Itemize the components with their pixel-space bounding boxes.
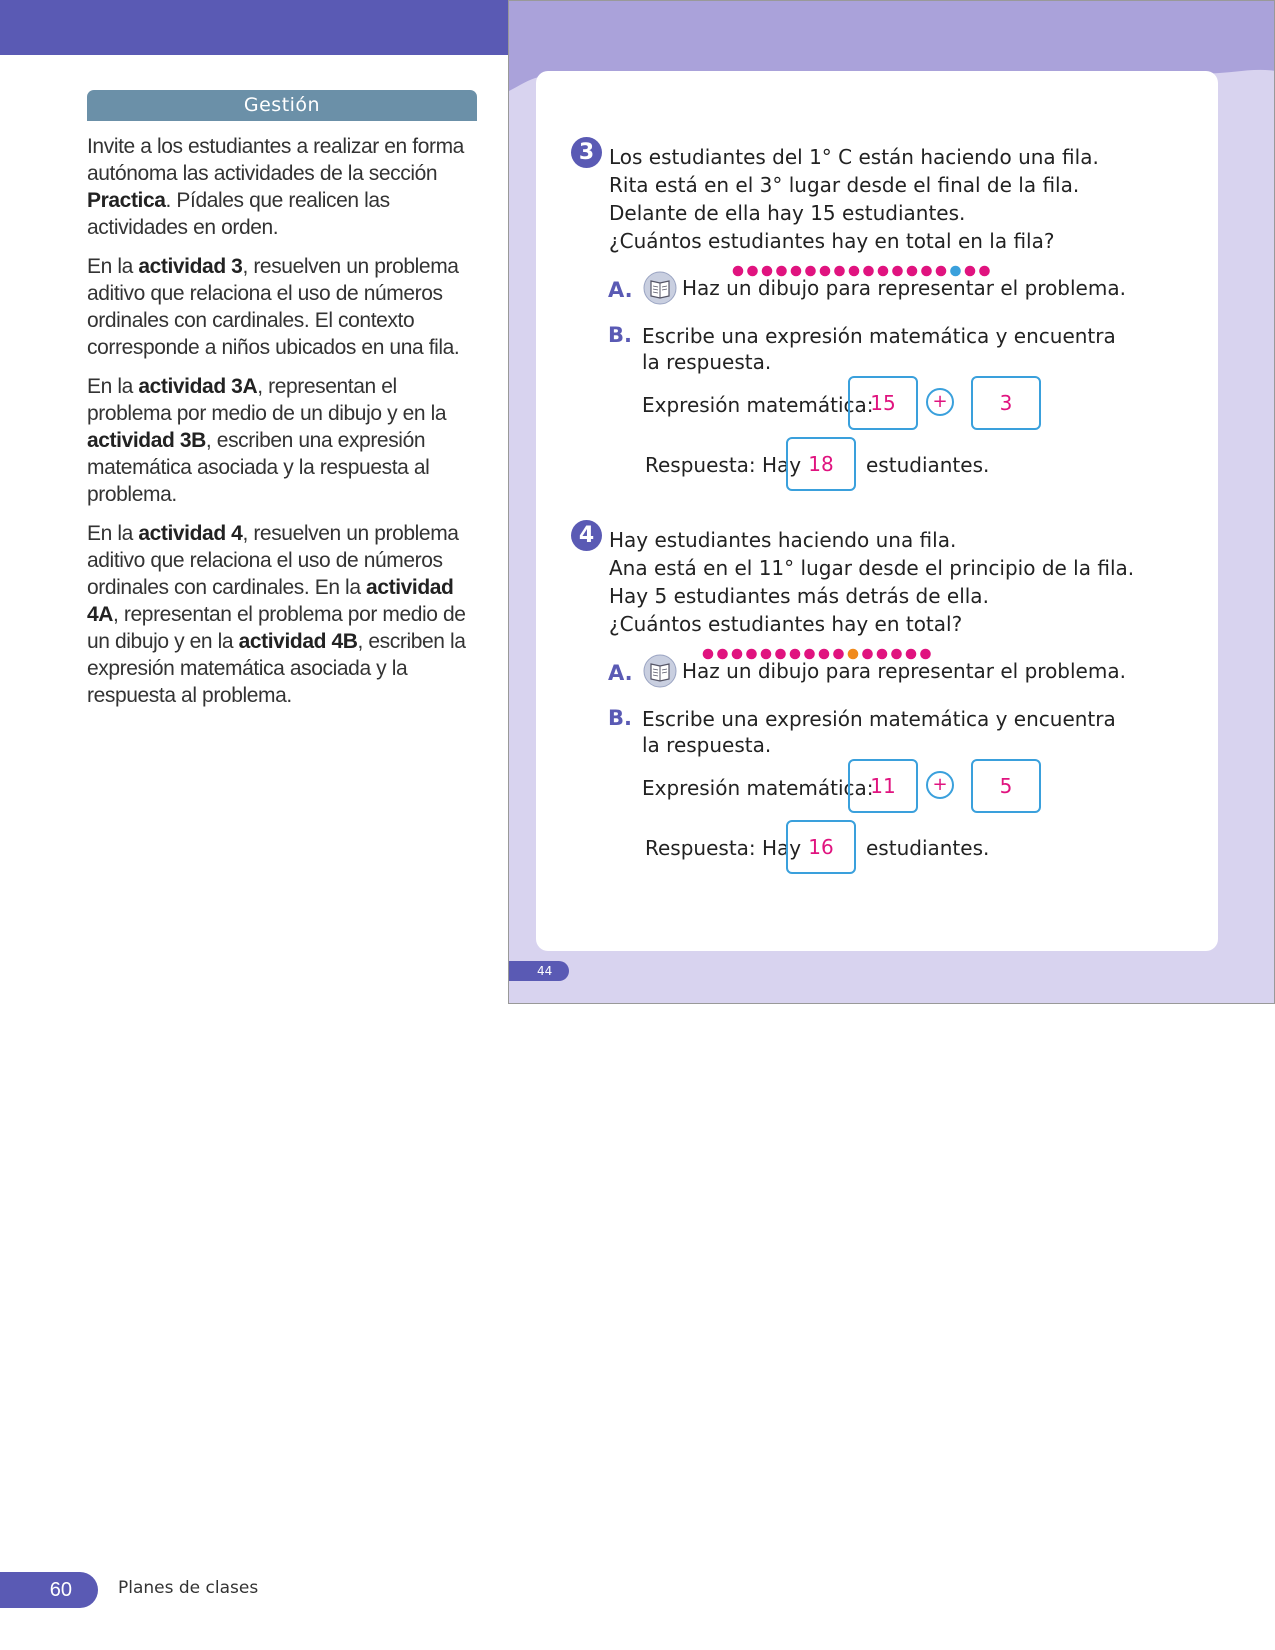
text-run: En la (87, 522, 139, 545)
operand-2-box[interactable]: 3 (971, 376, 1041, 430)
bold-term: actividad 3B (87, 429, 206, 452)
text-run: Invite a los estudiantes a realizar en forma autónoma las actividades de la sección (87, 135, 464, 185)
student-dot (907, 266, 918, 277)
part-b-letter: B. (608, 323, 632, 347)
text-run: . Pídales que realicen las actividades en orden. (87, 189, 390, 239)
problem-statement (609, 143, 1099, 255)
part-a-letter: A. (608, 661, 633, 685)
student-dot (833, 649, 844, 660)
student-dot (733, 266, 744, 277)
part-b-letter: B. (608, 706, 632, 730)
student-dot (819, 649, 830, 660)
student-dot (732, 649, 743, 660)
part-b-text (642, 323, 1116, 375)
student-dot (877, 649, 888, 660)
statement-line: Ana está en el 11° lugar desde el principio de la fila. (609, 556, 1135, 580)
part-b-line: Escribe una expresión matemática y encuentra (642, 707, 1116, 731)
student-book-page (508, 0, 1275, 1004)
student-dot (862, 649, 873, 660)
operand-1-box[interactable]: 15 (848, 376, 918, 430)
statement-line: Hay 5 estudiantes más detrás de ella. (609, 584, 989, 608)
plus-sign: + (926, 388, 954, 416)
part-a-letter: A. (608, 278, 633, 302)
highlighted-student-dot (950, 266, 961, 277)
bold-term: actividad 4B (238, 630, 358, 653)
text-run: , resuelven un problema aditivo que relaciona el uso de números ordinales con cardinales. El contexto corresponde a niños ubicados en una fila. (87, 255, 460, 359)
paragraph (87, 253, 477, 361)
top-color-bar (0, 0, 508, 55)
footer-page-number: 60 (0, 1572, 98, 1608)
student-dot (906, 649, 917, 660)
paragraph (87, 520, 477, 709)
student-dot (747, 266, 758, 277)
student-dot (834, 266, 845, 277)
text-run: , escriben una expresión matemática asociada y la respuesta al problema. (87, 429, 430, 506)
management-text (87, 133, 477, 709)
answer-prefix: Respuesta: Hay (645, 836, 802, 860)
answer-box[interactable]: 16 (786, 820, 856, 874)
expression-label: Expresión matemática: (642, 776, 874, 800)
paragraph (87, 373, 477, 508)
problem-statement (609, 526, 1134, 638)
problem-number-badge: 4 (571, 520, 602, 551)
answer-suffix: estudiantes. (866, 836, 990, 860)
student-dot (762, 266, 773, 277)
student-dot (746, 649, 757, 660)
section-header-gestion: Gestión (87, 90, 477, 121)
text-run: En la (87, 255, 139, 278)
statement-line: Rita está en el 3° lugar desde el final de la fila. (609, 173, 1080, 197)
student-dot (776, 266, 787, 277)
footer-label: Planes de clases (118, 1578, 259, 1598)
bold-term: actividad 3 (138, 255, 243, 278)
student-dot (775, 649, 786, 660)
problem-number-badge: 3 (571, 137, 602, 168)
text-run: , escriben la expresión matemática asociada y la respuesta al problema. (87, 630, 466, 707)
expression-label: Expresión matemática: (642, 393, 874, 417)
text-run: , resuelven un problema aditivo que relaciona el uso de números ordinales con cardinales. En la (87, 522, 459, 599)
part-b-line: Escribe una expresión matemática y encuentra (642, 324, 1116, 348)
part-b-line: la respuesta. (642, 733, 772, 757)
bold-term: Practica (87, 189, 166, 212)
student-dot (936, 266, 947, 277)
student-dot (878, 266, 889, 277)
text-run: , representan el problema por medio de un dibujo y en la (87, 603, 466, 653)
statement-line: Delante de ella hay 15 estudiantes. (609, 201, 966, 225)
notebook-icon (643, 271, 677, 305)
part-a-text: Haz un dibujo para representar el problema. (682, 276, 1126, 300)
operand-1-box[interactable]: 11 (848, 759, 918, 813)
student-dot (849, 266, 860, 277)
plus-sign: + (926, 771, 954, 799)
text-run: , representan el problema por medio de un dibujo y en la (87, 375, 447, 425)
part-b-text (642, 706, 1116, 758)
text-run: En la (87, 375, 139, 398)
answer-box[interactable]: 18 (786, 437, 856, 491)
student-dot (791, 266, 802, 277)
book-page-number: 44 (509, 961, 569, 981)
bold-term: actividad 4A (87, 576, 454, 626)
highlighted-student-dot (848, 649, 859, 660)
student-dot (979, 266, 990, 277)
student-dot (804, 649, 815, 660)
student-dot (891, 649, 902, 660)
exercise-card (536, 71, 1218, 951)
student-dot (863, 266, 874, 277)
management-column (87, 90, 477, 721)
operand-2-box[interactable]: 5 (971, 759, 1041, 813)
student-dot (920, 649, 931, 660)
student-dot (790, 649, 801, 660)
student-dot (703, 649, 714, 660)
statement-line: ¿Cuántos estudiantes hay en total? (609, 612, 963, 636)
part-b-line: la respuesta. (642, 350, 772, 374)
student-dot (761, 649, 772, 660)
student-dot (921, 266, 932, 277)
answer-suffix: estudiantes. (866, 453, 990, 477)
paragraph (87, 133, 477, 241)
student-dot (965, 266, 976, 277)
part-a-text: Haz un dibujo para representar el problema. (682, 659, 1126, 683)
statement-line: ¿Cuántos estudiantes hay en total en la fila? (609, 229, 1055, 253)
answer-prefix: Respuesta: Hay (645, 453, 802, 477)
statement-line: Hay estudiantes haciendo una fila. (609, 528, 957, 552)
notebook-icon (643, 654, 677, 688)
statement-line: Los estudiantes del 1° C están haciendo una fila. (609, 145, 1099, 169)
bold-term: actividad 3A (138, 375, 258, 398)
student-dot (717, 649, 728, 660)
student-dot (820, 266, 831, 277)
bold-term: actividad 4 (138, 522, 243, 545)
student-dot (892, 266, 903, 277)
student-dot (805, 266, 816, 277)
